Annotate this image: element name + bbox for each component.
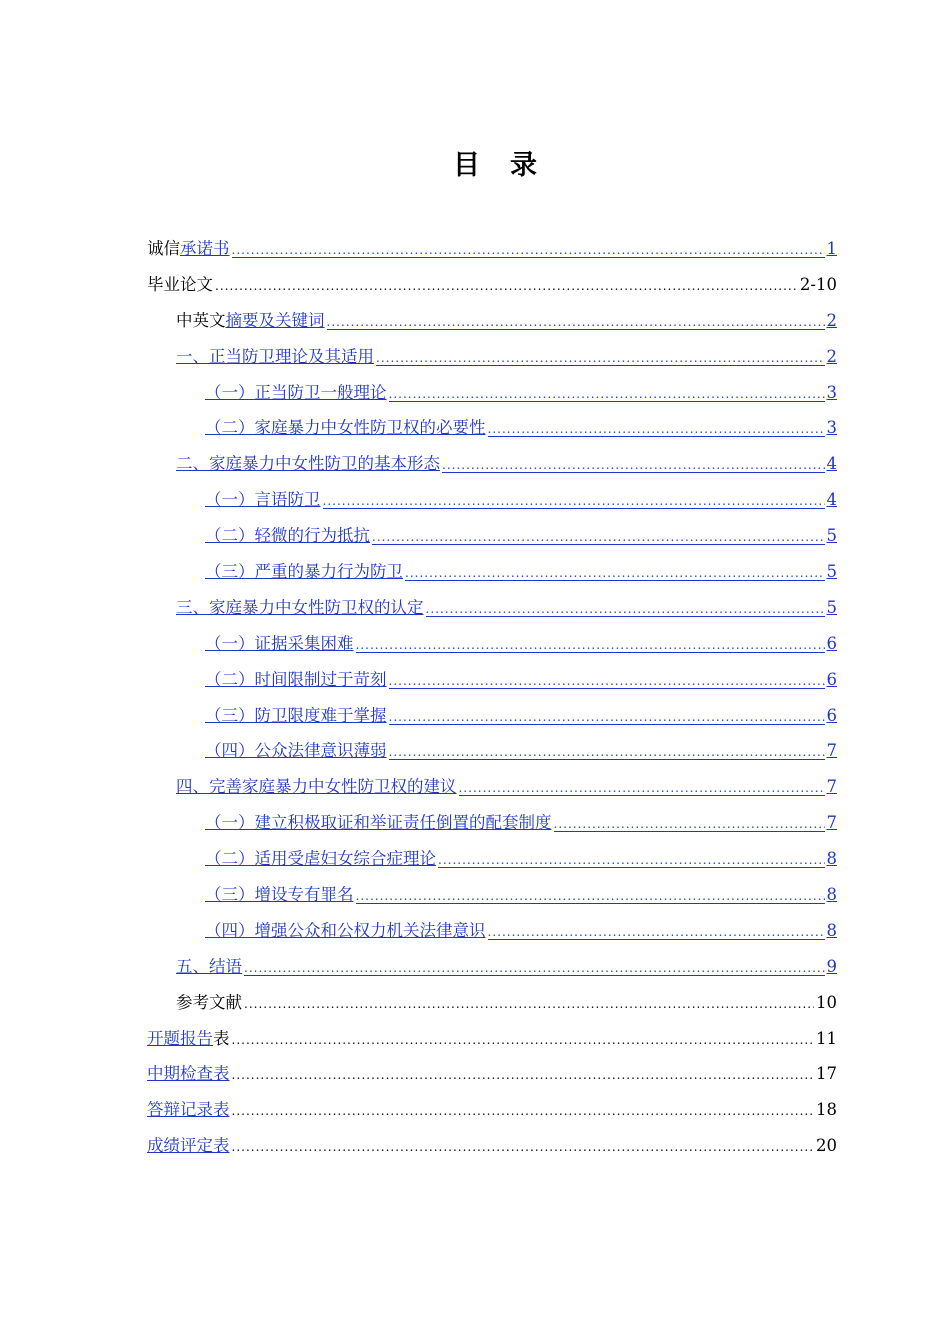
- toc-entry-prefix: 诚信: [147, 239, 180, 258]
- title-char-2: 录: [510, 150, 537, 181]
- toc-entry-label: [205, 378, 387, 408]
- toc-dot-leader: [376, 351, 825, 366]
- toc-entry[interactable]: [147, 449, 837, 485]
- toc-dot-leader: [323, 494, 825, 509]
- toc-entry-link[interactable]: （二）时间限制过于苛刻: [205, 669, 387, 689]
- toc-entry[interactable]: [147, 665, 837, 701]
- toc-page-number: 11: [816, 1028, 837, 1048]
- toc-entry-label: [205, 629, 354, 659]
- toc-page-number: 6: [826, 669, 837, 689]
- toc-entry[interactable]: [147, 557, 837, 593]
- toc-entry-link[interactable]: 二、家庭暴力中女性防卫的基本形态: [176, 454, 440, 474]
- toc-page-number: 1: [826, 239, 837, 258]
- toc-dot-leader: [232, 1025, 815, 1055]
- toc-entry-label: [147, 1131, 230, 1161]
- toc-entry-link[interactable]: （三）严重的暴力行为防卫: [205, 562, 403, 582]
- toc-entry-suffix: 表: [213, 1028, 230, 1048]
- toc-page-number: 7: [826, 777, 837, 797]
- toc-entry-prefix: 参考文献: [176, 992, 242, 1012]
- toc-entry[interactable]: [147, 988, 837, 1024]
- toc-entry-label: [205, 557, 403, 587]
- toc-entry[interactable]: [147, 521, 837, 557]
- toc-entry[interactable]: [147, 808, 837, 844]
- toc-entry-label: [147, 1095, 230, 1125]
- toc-dot-leader: [232, 1132, 815, 1162]
- toc-entry-label: [176, 342, 374, 372]
- toc-entry[interactable]: [147, 270, 837, 306]
- toc-page-number: 5: [826, 526, 837, 546]
- toc-entry-label: [205, 701, 387, 731]
- toc-entry-link[interactable]: （二）轻微的行为抵抗: [205, 526, 370, 546]
- toc-page-number: 18: [816, 1100, 837, 1120]
- toc-page-number: 8: [826, 849, 837, 869]
- toc-entry-prefix: 毕业论文: [147, 274, 213, 294]
- toc-dot-leader: [372, 530, 825, 545]
- title-char-1: 目: [453, 150, 480, 181]
- toc-entry-link[interactable]: 成绩评定表: [147, 1136, 230, 1156]
- toc-dot-leader: [244, 989, 814, 1019]
- toc-dot-leader: [389, 674, 825, 689]
- toc-entry-link[interactable]: 五、结语: [176, 956, 242, 976]
- toc-dot-leader: [244, 961, 825, 976]
- toc-entry[interactable]: [147, 1024, 837, 1060]
- toc-entry-label: [205, 413, 486, 443]
- toc-entry[interactable]: [147, 916, 837, 952]
- toc-dot-leader: [405, 566, 825, 581]
- toc-entry-label: [176, 449, 440, 479]
- toc-entry[interactable]: [147, 593, 837, 629]
- toc-entry[interactable]: [147, 342, 837, 378]
- toc-dot-leader: [554, 817, 825, 832]
- toc-page-number: 20: [816, 1136, 837, 1156]
- toc-entry-label: [205, 736, 387, 766]
- toc-page-number: 17: [816, 1064, 837, 1084]
- toc-entry-prefix: 中英文: [176, 310, 226, 330]
- toc-entry-link[interactable]: （一）建立积极取证和举证责任倒置的配套制度: [205, 813, 552, 833]
- toc-dot-leader: [232, 1096, 815, 1126]
- table-of-contents: [147, 234, 837, 1167]
- toc-entry[interactable]: [147, 701, 837, 737]
- toc-entry-link[interactable]: 摘要及关键词: [225, 310, 325, 330]
- toc-page-number: 7: [826, 813, 837, 833]
- toc-page-number: 6: [826, 633, 837, 653]
- toc-entry-link[interactable]: 中期检查表: [147, 1064, 230, 1084]
- toc-entry[interactable]: [147, 234, 837, 270]
- toc-dot-leader: [389, 387, 825, 402]
- toc-entry-label: [205, 485, 321, 515]
- toc-dot-leader: [426, 602, 825, 617]
- toc-page-number: 4: [826, 454, 837, 474]
- toc-entry[interactable]: [147, 880, 837, 916]
- toc-entry-link[interactable]: （一）言语防卫: [205, 490, 321, 510]
- toc-page-number: 3: [826, 382, 837, 402]
- toc-entry-label: [176, 772, 457, 802]
- toc-entry[interactable]: [147, 1131, 837, 1167]
- toc-page-number: 8: [826, 920, 837, 940]
- toc-entry-label: [205, 521, 370, 551]
- toc-dot-leader: [232, 1060, 815, 1090]
- toc-dot-leader: [327, 315, 825, 330]
- toc-entry-link[interactable]: （一）证据采集困难: [205, 633, 354, 653]
- toc-dot-leader: [438, 853, 825, 868]
- toc-entry-link[interactable]: 三、家庭暴力中女性防卫权的认定: [176, 597, 424, 617]
- toc-entry-link[interactable]: 开题报告: [147, 1028, 213, 1048]
- toc-entry-label: [147, 234, 230, 264]
- toc-entry[interactable]: [147, 485, 837, 521]
- toc-entry[interactable]: [147, 413, 837, 449]
- toc-dot-leader: [488, 422, 825, 437]
- toc-entry[interactable]: [147, 736, 837, 772]
- toc-entry-link[interactable]: （二）适用受虐妇女综合症理论: [205, 849, 436, 869]
- toc-page-number: 4: [826, 490, 837, 510]
- toc-page-number: 2: [826, 346, 837, 366]
- toc-entry[interactable]: [147, 1095, 837, 1131]
- toc-dot-leader: [356, 638, 825, 653]
- toc-entry[interactable]: [147, 629, 837, 665]
- toc-entry[interactable]: [147, 844, 837, 880]
- toc-entry[interactable]: [147, 1059, 837, 1095]
- toc-page-number: 7: [826, 741, 837, 761]
- toc-entry-link[interactable]: 承诺书: [180, 239, 230, 258]
- toc-dot-leader: [389, 745, 825, 760]
- toc-entry-label: [147, 1059, 230, 1089]
- toc-dot-leader: [488, 925, 825, 940]
- toc-entry-label: [176, 593, 424, 623]
- toc-entry[interactable]: [147, 378, 837, 414]
- toc-page-number: 5: [826, 597, 837, 617]
- toc-entry-label: [205, 808, 552, 838]
- toc-entry-link[interactable]: （一）正当防卫一般理论: [205, 382, 387, 402]
- toc-entry-link[interactable]: （三）增设专有罪名: [205, 885, 354, 905]
- toc-entry[interactable]: [147, 306, 837, 342]
- toc-entry-label: [205, 844, 436, 874]
- toc-entry-link[interactable]: （二）家庭暴力中女性防卫权的必要性: [205, 418, 486, 438]
- toc-entry-link[interactable]: 一、正当防卫理论及其适用: [176, 346, 374, 366]
- toc-entry-label: [147, 270, 213, 300]
- toc-entry-link[interactable]: 答辩记录表: [147, 1100, 230, 1120]
- toc-dot-leader: [442, 458, 825, 473]
- toc-dot-leader: [389, 710, 825, 725]
- toc-page-number: 10: [816, 992, 837, 1012]
- toc-entry-link[interactable]: 四、完善家庭暴力中女性防卫权的建议: [176, 777, 457, 797]
- toc-entry-link[interactable]: （四）公众法律意识薄弱: [205, 741, 387, 761]
- toc-dot-leader: [459, 781, 825, 796]
- toc-entry-label: [176, 952, 242, 982]
- toc-page-number: 2-10: [799, 274, 837, 294]
- toc-page-number: 6: [826, 705, 837, 725]
- toc-entry-label: [205, 665, 387, 695]
- toc-page-number: 5: [826, 562, 837, 582]
- toc-entry-link[interactable]: （三）防卫限度难于掌握: [205, 705, 387, 725]
- toc-entry[interactable]: [147, 952, 837, 988]
- toc-dot-leader: [232, 243, 825, 258]
- toc-page-number: 9: [826, 956, 837, 976]
- toc-entry-label: [205, 880, 354, 910]
- toc-dot-leader: [215, 271, 798, 301]
- toc-page-number: 3: [826, 418, 837, 438]
- toc-entry-label: [147, 1024, 230, 1054]
- toc-page-number: 8: [826, 885, 837, 905]
- toc-dot-leader: [356, 889, 825, 904]
- toc-entry-label: [176, 988, 242, 1018]
- toc-entry-link[interactable]: （四）增强公众和公权力机关法律意识: [205, 920, 486, 940]
- toc-entry-label: [176, 306, 325, 336]
- toc-entry-label: [205, 916, 486, 946]
- toc-page-number: 2: [826, 310, 837, 330]
- page-title: [0, 143, 950, 182]
- toc-entry[interactable]: [147, 772, 837, 808]
